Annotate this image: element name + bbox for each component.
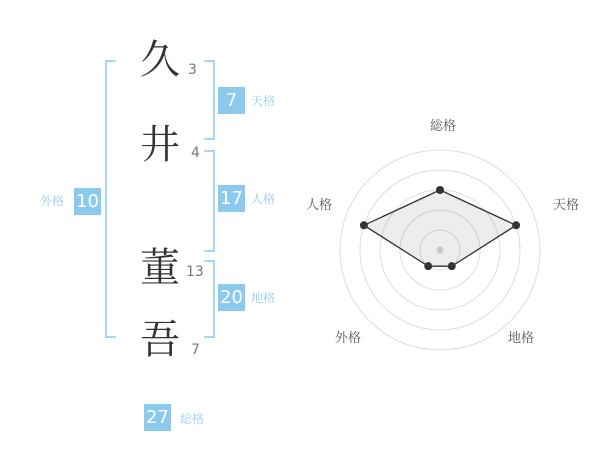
stroke-count-2: 4 [191,145,200,161]
soukaku-label: 総格 [180,412,205,426]
gaikaku-bracket [105,60,116,338]
chikaku-value-chip: 20 [218,284,245,311]
given-char-2: 吾 [140,317,180,363]
radar-axis-jinkaku: 人格 [306,198,333,213]
tenkaku-value-chip: 7 [218,87,245,114]
kaku-radar-chart [300,110,580,390]
stroke-count-1: 3 [188,62,197,78]
surname-char-1: 久 [140,37,180,83]
jinkaku-label: 人格 [251,192,276,206]
tenkaku-bracket [204,60,215,140]
chikaku-bracket [204,260,215,338]
tenkaku-label: 天格 [251,94,276,108]
radar-axis-tenkaku: 天格 [553,198,580,213]
gaikaku-value-chip: 10 [74,188,101,215]
stroke-count-3: 13 [186,264,204,280]
given-char-1: 董 [140,245,180,291]
jinkaku-value-chip: 17 [218,185,245,212]
surname-char-2: 井 [140,122,180,168]
radar-axis-gaikaku: 外格 [335,331,362,346]
jinkaku-bracket [204,150,215,252]
radar-axis-chikaku: 地格 [508,331,535,346]
gaikaku-label: 外格 [40,194,65,208]
chikaku-label: 地格 [251,291,276,305]
radar-axis-soukaku: 総格 [429,119,456,134]
stroke-count-4: 7 [191,342,200,358]
soukaku-value-chip: 27 [144,404,171,431]
